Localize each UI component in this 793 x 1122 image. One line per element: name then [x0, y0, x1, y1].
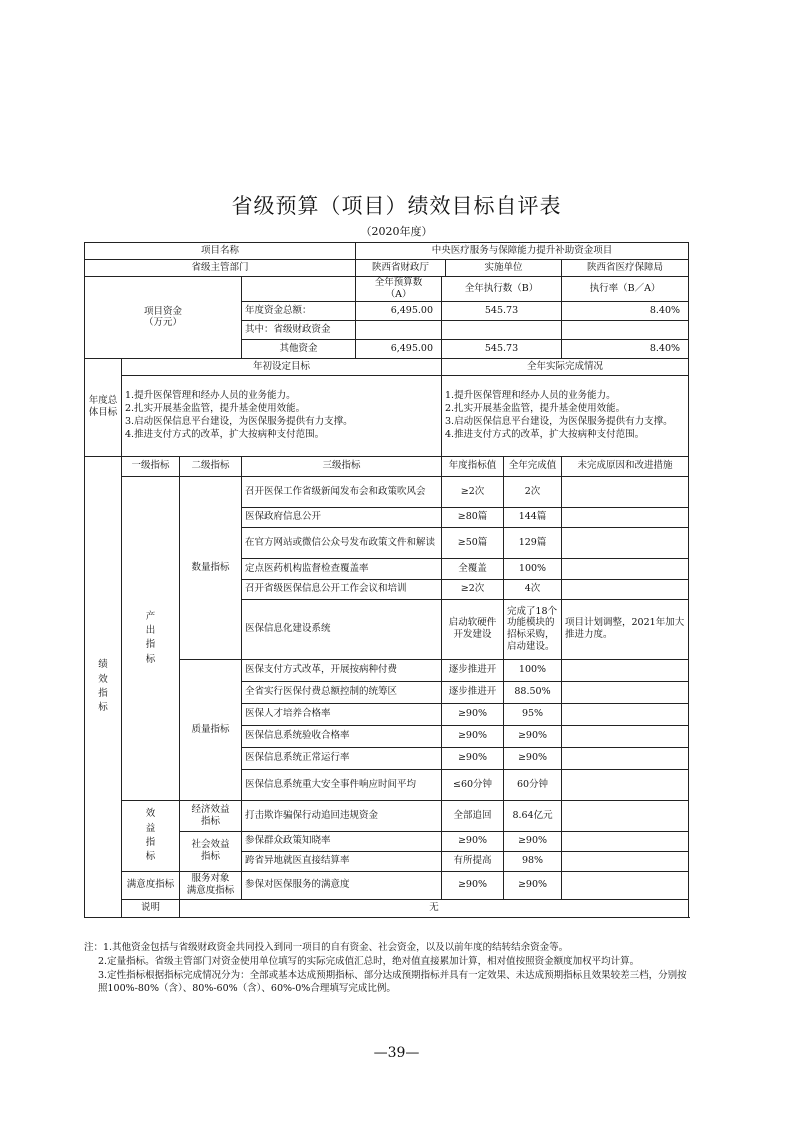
col-level2: 二级指标 [180, 456, 242, 476]
indicator-name: 打击欺诈骗保行动追回违规资金 [242, 800, 442, 831]
footnote: 3.定性指标根据指标完成情况分为：全部或基本达成预期指标、部分达成预期指标并具有一定效果、未达成预期指标且效果较差三档，分别按照100%-80%（含）、80%-60%（含）、60%-0%合理填写完成比例。 [98, 969, 687, 995]
indicator-actual: ≥90% [504, 747, 562, 769]
goals-actual-header: 全年实际完成情况 [442, 358, 689, 375]
impl-label: 实施单位 [446, 260, 562, 277]
indicator-actual: ≥90% [504, 831, 562, 851]
indicator-target: 全覆盖 [442, 558, 504, 579]
indicator-reason [562, 851, 689, 871]
indicator-actual: 100% [504, 558, 562, 579]
evaluation-table [84, 242, 689, 918]
indicator-reason [562, 725, 689, 747]
indicator-reason [562, 659, 689, 681]
indicator-reason [562, 871, 689, 899]
satisfaction-indicators-label: 满意度指标 [122, 871, 180, 899]
funds-row-exec [442, 320, 562, 339]
funds-row-exec: 545.73 [442, 301, 562, 320]
benefit-indicators-label: 效 益 指 标 [122, 800, 180, 871]
page-number: —39— [373, 1045, 420, 1061]
indicator-name: 跨省异地就医直接结算率 [242, 851, 442, 871]
indicator-name: 召开省级医保信息公开工作会议和培训 [242, 579, 442, 599]
indicator-reason [562, 800, 689, 831]
indicator-target: 逐步推进开 [442, 681, 504, 703]
col-level3: 三级指标 [242, 456, 442, 476]
goals-set-text: 1.提升医保管理和经办人员的业务能力。 2.扎实开展基金监管，提升基金使用效能。 3.启动医保信息平台建设，为医保服务提供有力支撑。 4.推进支付方式的改革，扩大按病种支付范围。 [122, 375, 442, 456]
indicator-name: 召开医保工作省级新闻发布会和政策吹风会 [242, 476, 442, 507]
indicator-actual: 完成了18个功能模块的招标采购，启动建设。 [504, 599, 562, 659]
indicator-target: ≥90% [442, 831, 504, 851]
remark-value: 无 [180, 899, 689, 917]
indicator-actual: 4次 [504, 579, 562, 599]
indicator-reason [562, 527, 689, 558]
funds-row-budget: 6,495.00 [356, 339, 442, 358]
indicator-reason [562, 769, 689, 800]
indicator-name: 全省实行医保付费总额控制的统筹区 [242, 681, 442, 703]
service-satisfaction-label: 服务对象 满意度指标 [180, 871, 242, 899]
indicator-target: ≥90% [442, 725, 504, 747]
funds-header-blank [242, 277, 356, 302]
indicator-actual: 95% [504, 703, 562, 725]
indicator-target: ≥90% [442, 703, 504, 725]
footnote: 2.定量指标。省级主管部门对资金使用单位填写的实际完成值汇总时，绝对值直接累加计算，相对值按照资金额度加权平均计算。 [98, 955, 640, 967]
funds-row-rate: 8.40% [562, 301, 689, 320]
indicator-target: ≥90% [442, 747, 504, 769]
indicator-actual: 100% [504, 659, 562, 681]
funds-row-name: 年度资金总额： [242, 301, 356, 320]
quantity-indicators-label: 数量指标 [180, 476, 242, 659]
indicator-name: 参保对医保服务的满意度 [242, 871, 442, 899]
remark-label: 说明 [122, 899, 180, 917]
funds-col-budget: 全年预算数 （A） [356, 277, 442, 302]
indicator-actual: 98% [504, 851, 562, 871]
funds-row-rate [562, 320, 689, 339]
indicator-target: 启动软硬件开发建设 [442, 599, 504, 659]
indicator-name: 医保政府信息公开 [242, 507, 442, 527]
funds-row-name: 其中：省级财政资金 [242, 320, 356, 339]
footnote: 注：1.其他资金包括与省级财政资金共同投入到同一项目的自有资金、社会资金，以及以前年度的结转结余资金等。 [84, 942, 569, 953]
indicator-target: ≥50篇 [442, 527, 504, 558]
funds-col-exec: 全年执行数（B） [442, 277, 562, 302]
indicator-reason: 项目计划调整，2021年加大推进力度。 [562, 599, 689, 659]
funds-row-budget: 6,495.00 [356, 301, 442, 320]
indicator-target: ≥80篇 [442, 507, 504, 527]
indicator-name: 医保信息系统正常运行率 [242, 747, 442, 769]
col-actual: 全年完成值 [504, 456, 562, 476]
funds-label: 项目资金 （万元） [85, 277, 242, 359]
indicator-reason [562, 507, 689, 527]
goals-actual-text: 1.提升医保管理和经办人员的业务能力。 2.扎实开展基金监管，提升基金使用效能。 3.启动医保信息平台建设，为医保服务提供有力支撑。 4.推进支付方式的改革，扩大按病种支付范围。 [442, 375, 689, 456]
indicator-name: 医保信息系统验收合格率 [242, 725, 442, 747]
indicator-actual: ≥90% [504, 725, 562, 747]
indicator-actual: 8.64亿元 [504, 800, 562, 831]
indicator-target: ≥2次 [442, 476, 504, 507]
funds-col-rate: 执行率（B／A） [562, 277, 689, 302]
report-year: （2020年度） [360, 225, 433, 238]
indicator-name: 定点医药机构监督检查覆盖率 [242, 558, 442, 579]
indicator-target: 有所提高 [442, 851, 504, 871]
indicator-actual: 2次 [504, 476, 562, 507]
quality-indicators-label: 质量指标 [180, 659, 242, 800]
economic-indicators-label: 经济效益 指标 [180, 800, 242, 831]
funds-row-name: 其他资金 [242, 339, 356, 358]
project-name-label: 项目名称 [85, 243, 356, 260]
indicator-name: 医保人才培养合格率 [242, 703, 442, 725]
col-target: 年度指标值 [442, 456, 504, 476]
indicator-target: 全部追回 [442, 800, 504, 831]
project-name: 中央医疗服务与保障能力提升补助资金项目 [356, 243, 689, 260]
impl-value: 陕西省医疗保障局 [562, 260, 689, 277]
indicator-name: 参保群众政策知晓率 [242, 831, 442, 851]
performance-indicators-label: 绩 效 指 标 [85, 456, 122, 917]
indicator-name: 医保信息化建设系统 [242, 599, 442, 659]
footnotes [84, 941, 694, 996]
page-title: 省级预算（项目）绩效目标自评表 [231, 194, 562, 218]
indicator-actual: 129篇 [504, 527, 562, 558]
dept-value: 陕西省财政厅 [356, 260, 446, 277]
funds-row-exec: 545.73 [442, 339, 562, 358]
goals-set-header: 年初设定目标 [122, 358, 442, 375]
indicator-actual: 60分钟 [504, 769, 562, 800]
funds-row-budget [356, 320, 442, 339]
indicator-name: 在官方网站或微信公众号发布政策文件和解读 [242, 527, 442, 558]
indicator-reason [562, 681, 689, 703]
indicator-target: 逐步推进开 [442, 659, 504, 681]
indicator-name: 医保支付方式改革，开展按病种付费 [242, 659, 442, 681]
indicator-target: ≥90% [442, 871, 504, 899]
col-reason: 未完成原因和改进措施 [562, 456, 689, 476]
indicator-reason [562, 831, 689, 851]
social-indicators-label: 社会效益 指标 [180, 831, 242, 871]
col-level1: 一级指标 [122, 456, 180, 476]
indicator-target: ≤60分钟 [442, 769, 504, 800]
indicator-reason [562, 703, 689, 725]
indicator-reason [562, 558, 689, 579]
output-indicators-label: 产 出 指 标 [122, 476, 180, 800]
indicator-reason [562, 747, 689, 769]
indicator-name: 医保信息系统重大安全事件响应时间平均 [242, 769, 442, 800]
goals-label: 年度总 体目标 [85, 358, 122, 456]
funds-row-rate: 8.40% [562, 339, 689, 358]
indicator-actual: 144篇 [504, 507, 562, 527]
dept-label: 省级主管部门 [85, 260, 356, 277]
indicator-reason [562, 476, 689, 507]
indicator-actual: ≥90% [504, 871, 562, 899]
indicator-target: ≥2次 [442, 579, 504, 599]
indicator-reason [562, 579, 689, 599]
indicator-actual: 88.50% [504, 681, 562, 703]
